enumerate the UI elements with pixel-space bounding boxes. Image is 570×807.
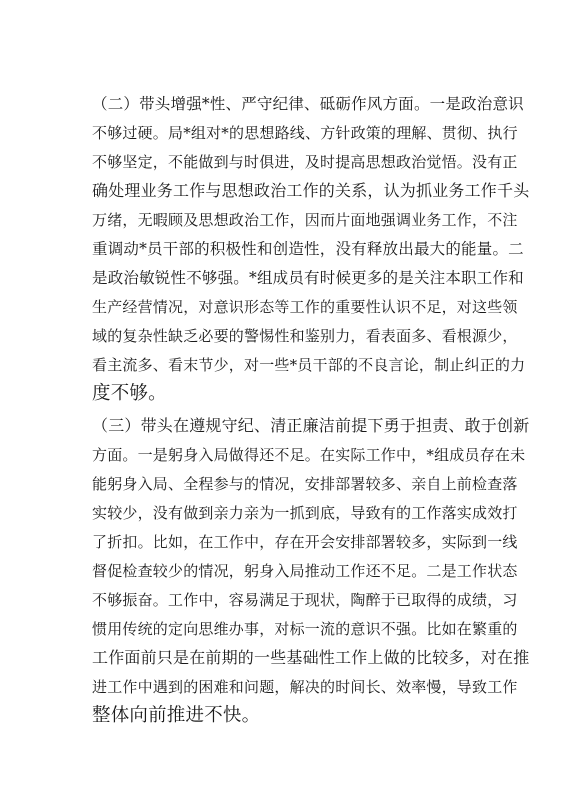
paragraph-line: 不够坚定，不能做到与时俱进，及时提高思想政治觉悟。没有正 — [92, 153, 518, 171]
paragraph-line: 工作面前只是在前期的一些基础性工作上做的比较多，对在推 — [92, 648, 530, 667]
paragraph-line: 看主流多、看末节少，对一些*员干部的不良言论，制止纠正的力 — [92, 356, 526, 374]
paragraph-line: 实较少，没有做到亲力亲为一抓到底，导致有的工作落实成效打 — [92, 504, 518, 522]
paragraph-line: （二）带头增强*性、严守纪律、砥砺作风方面。一是政治意识 — [92, 95, 524, 113]
paragraph-line: （三）带头在遵规守纪、清正廉洁前提下勇于担责、敢于创新 — [92, 416, 530, 435]
paragraph-line: 督促检查较少的情况，躬身入局推动工作还不足。二是工作状态 — [92, 562, 518, 580]
paragraph-line: 是政治敏锐性不够强。*组成员有时候更多的是关注本职工作和 — [92, 269, 524, 287]
paragraph-line: 域的复杂性缺乏必要的警惕性和鉴别力，看表面多、看根源少， — [92, 327, 518, 345]
paragraph-line: 了折扣。比如，在工作中，存在开会安排部署较多，实际到一线 — [92, 533, 518, 551]
paragraph-line: 能躬身入局、全程参与的情况，安排部署较多、亲自上前检查落 — [92, 475, 518, 493]
paragraph-line: 不够振奋。工作中，容易满足于现状，陶醉于已取得的成绩，习 — [92, 591, 518, 609]
paragraph-line: 确处理业务工作与思想政治工作的关系，认为抓业务工作千头 — [92, 181, 530, 200]
paragraph-line: 生产经营情况，对意识形态等工作的重要性认识不足，对这些领 — [92, 298, 518, 316]
paragraph-line: 方面。一是躬身入局做得还不足。在实际工作中，*组成员存在未 — [92, 446, 526, 464]
paragraph-line: 重调动*员干部的积极性和创造性，没有释放出最大的能量。二 — [92, 240, 524, 258]
paragraph-line: 不够过硬。局*组对*的思想路线、方针政策的理解、贯彻、执行 — [92, 124, 518, 142]
paragraph-line: 进工作中遇到的困难和问题，解决的时间长、效率慢，导致工作 — [92, 678, 518, 696]
paragraph-line: 惯用传统的定向思维办事，对标一流的意识不强。比如在繁重的 — [92, 620, 518, 638]
paragraph-line: 度不够。 — [92, 383, 167, 404]
paragraph-line: 万绪，无暇顾及思想政治工作，因而片面地强调业务工作，不注 — [92, 211, 518, 229]
paragraph-line: 整体向前推进不快。 — [92, 705, 261, 726]
